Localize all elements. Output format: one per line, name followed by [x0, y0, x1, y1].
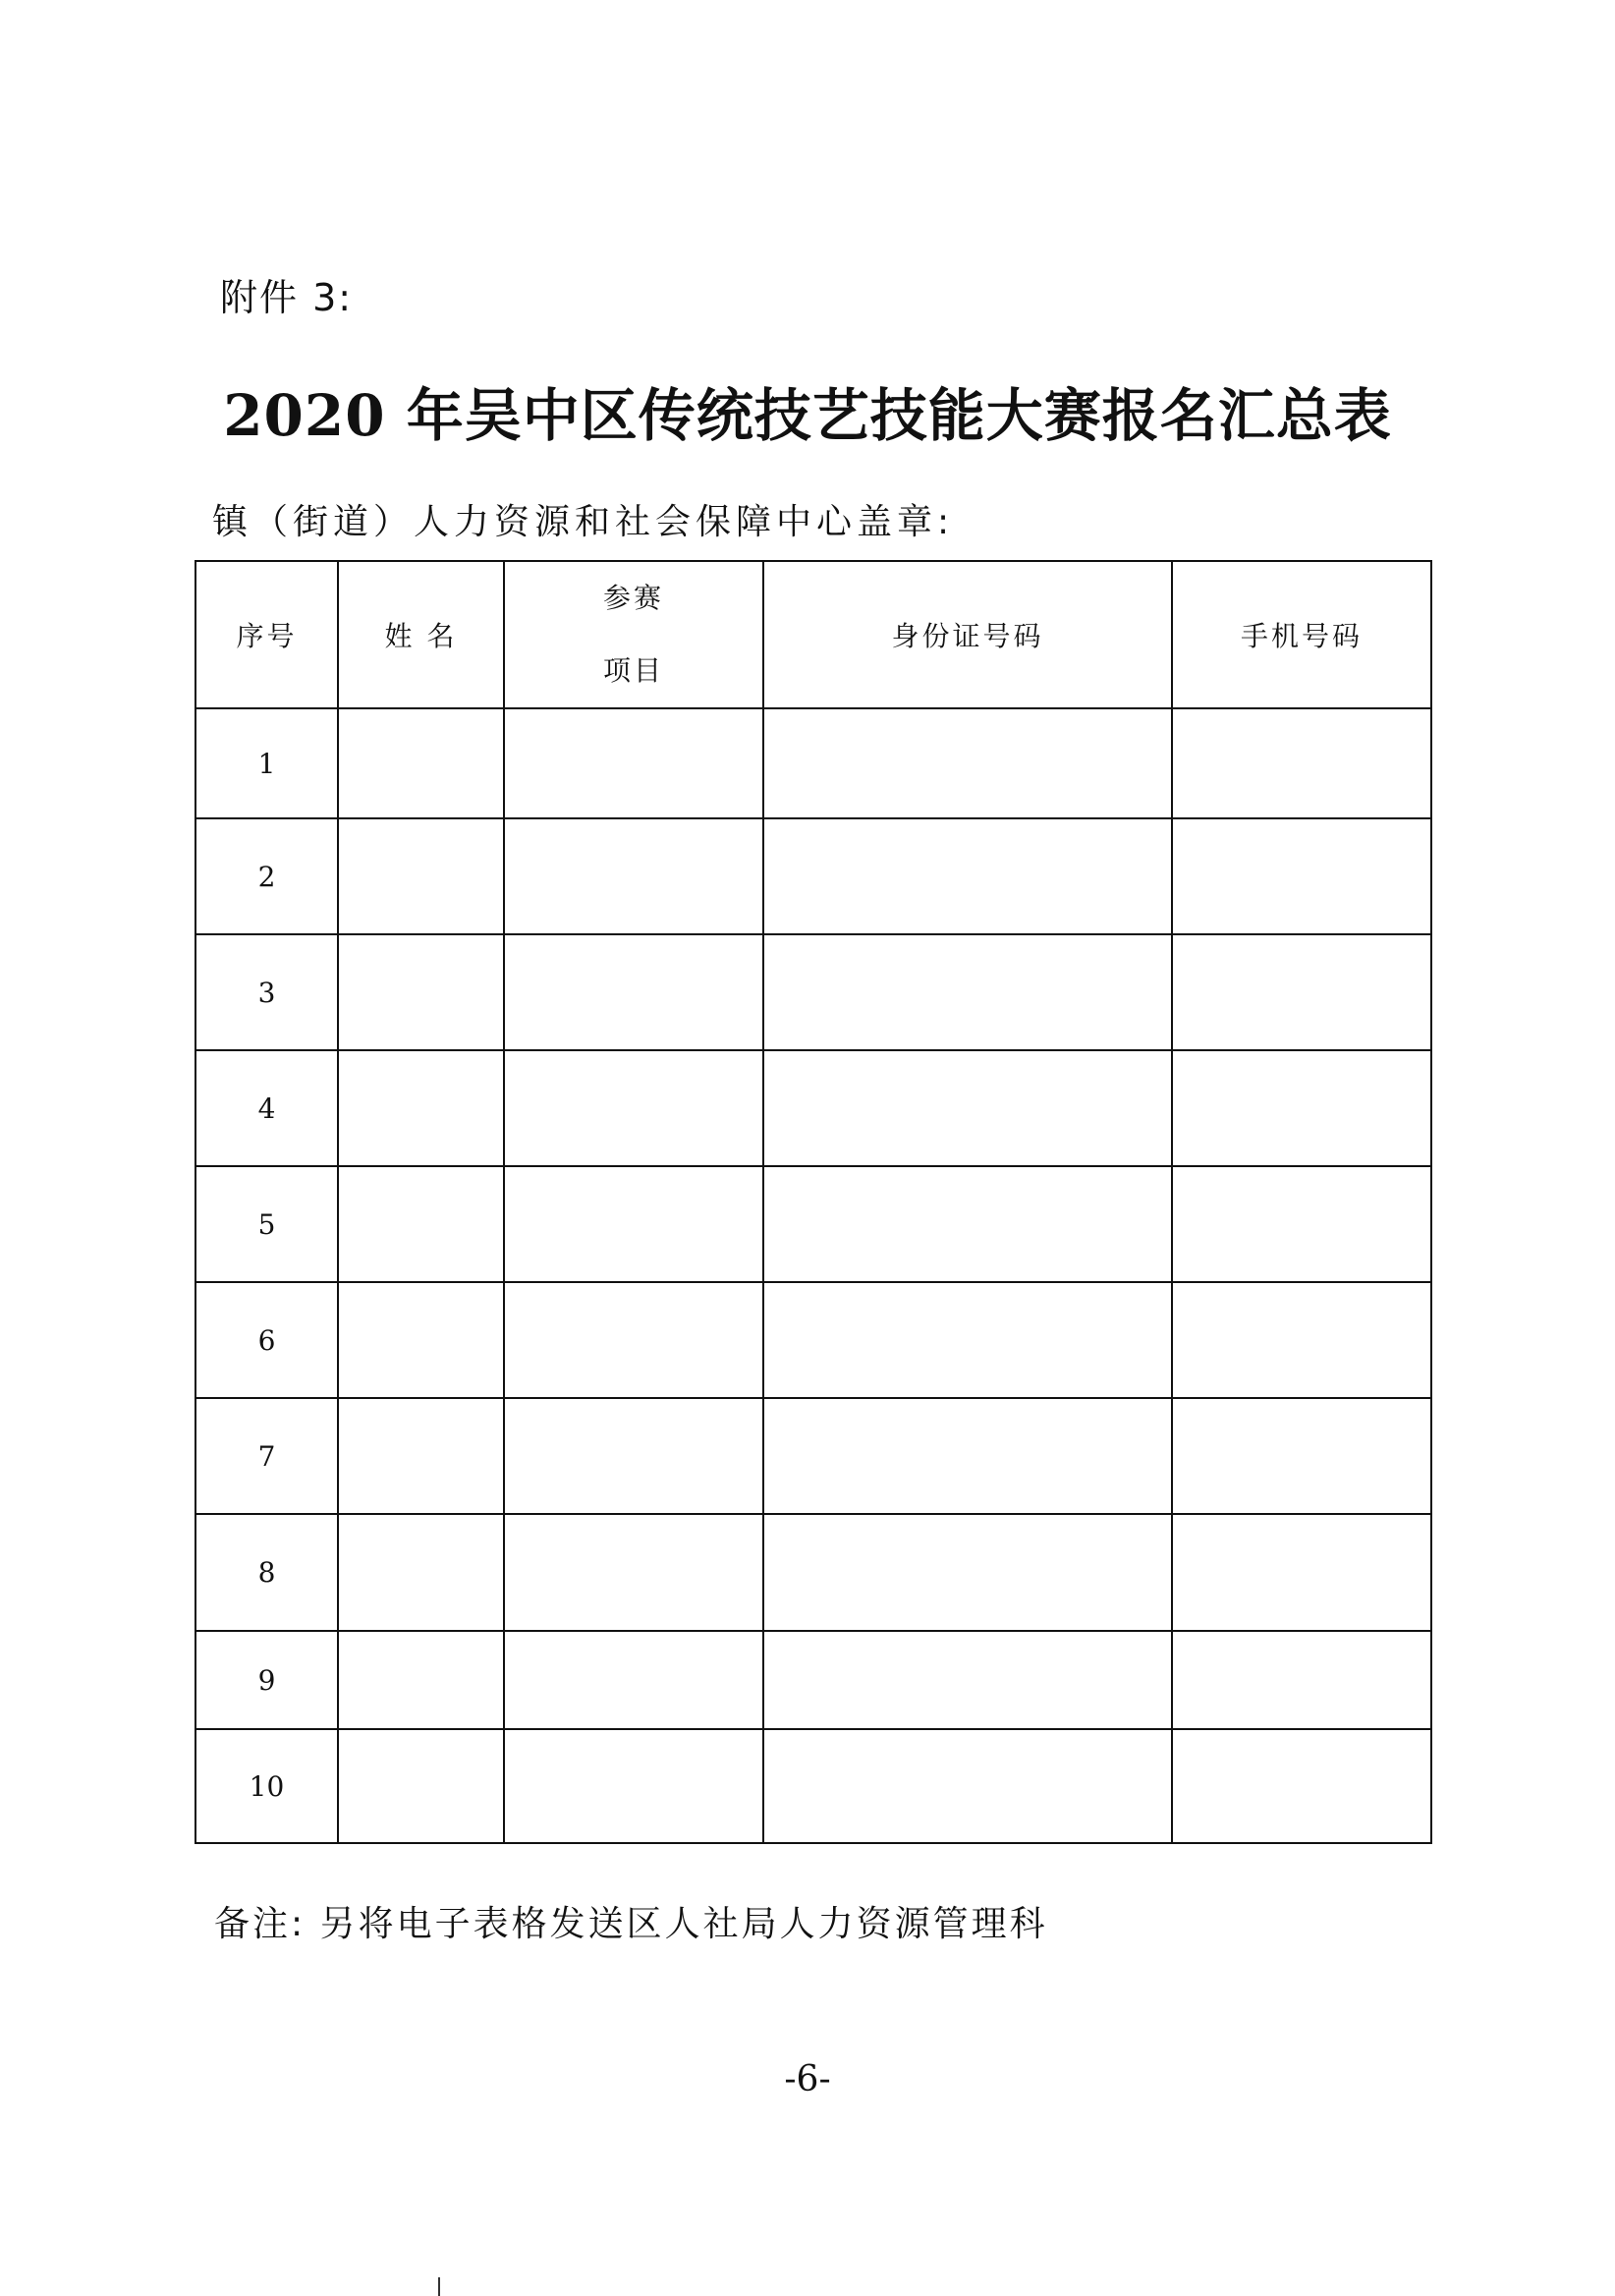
table-row [195, 1514, 1431, 1631]
page-number: -6- [784, 2059, 831, 2100]
name-cell[interactable] [338, 934, 504, 1050]
id-number-cell[interactable] [763, 1631, 1172, 1729]
phone-cell[interactable] [1172, 934, 1431, 1050]
table-row [195, 1729, 1431, 1843]
event-cell[interactable] [504, 818, 763, 934]
remark-note: 备注: 另将电子表格发送区人社局人力资源管理科 [214, 1904, 1048, 1944]
seq-cell: 7 [195, 1398, 338, 1514]
document-title: 2020 年吴中区传统技艺技能大赛报名汇总表 [223, 382, 1392, 449]
name-cell[interactable] [338, 1166, 504, 1282]
name-cell[interactable] [338, 1514, 504, 1631]
seq-cell: 1 [195, 708, 338, 818]
phone-cell[interactable] [1172, 818, 1431, 934]
table-header-row [195, 561, 1431, 708]
id-number-cell[interactable] [763, 1050, 1172, 1166]
name-cell[interactable] [338, 1282, 504, 1398]
event-cell[interactable] [504, 1398, 763, 1514]
stamp-line: 镇（街道）人力资源和社会保障中心盖章: [212, 502, 955, 542]
header-event-line2: 项目 [602, 654, 664, 687]
phone-cell[interactable] [1172, 1050, 1431, 1166]
phone-cell[interactable] [1172, 1514, 1431, 1631]
phone-cell[interactable] [1172, 1631, 1431, 1729]
name-cell[interactable] [338, 1631, 504, 1729]
id-number-cell[interactable] [763, 934, 1172, 1050]
seq-cell: 5 [195, 1166, 338, 1282]
name-cell[interactable] [338, 1050, 504, 1166]
table-row [195, 818, 1431, 934]
seq-cell: 4 [195, 1050, 338, 1166]
name-cell[interactable] [338, 1729, 504, 1843]
id-number-cell[interactable] [763, 1514, 1172, 1631]
table-row [195, 708, 1431, 818]
table-row [195, 1398, 1431, 1514]
id-number-cell[interactable] [763, 1282, 1172, 1398]
event-cell[interactable] [504, 1050, 763, 1166]
phone-cell[interactable] [1172, 1398, 1431, 1514]
seq-cell: 10 [195, 1729, 338, 1843]
event-cell[interactable] [504, 1729, 763, 1843]
event-cell[interactable] [504, 1631, 763, 1729]
event-cell[interactable] [504, 1166, 763, 1282]
id-number-cell[interactable] [763, 818, 1172, 934]
table-row [195, 1050, 1431, 1166]
phone-cell[interactable] [1172, 708, 1431, 818]
event-cell[interactable] [504, 934, 763, 1050]
seq-cell: 8 [195, 1514, 338, 1631]
header-phone: 手机号码 [1172, 561, 1431, 708]
phone-cell[interactable] [1172, 1166, 1431, 1282]
header-seq: 序号 [195, 561, 338, 708]
seq-cell: 6 [195, 1282, 338, 1398]
event-cell[interactable] [504, 708, 763, 818]
registration-summary-table [195, 560, 1432, 1844]
phone-cell[interactable] [1172, 1729, 1431, 1843]
id-number-cell[interactable] [763, 1729, 1172, 1843]
attachment-label: 附件 3: [220, 276, 354, 319]
event-cell[interactable] [504, 1514, 763, 1631]
header-id-number: 身份证号码 [763, 561, 1172, 708]
scan-artifact-mark [438, 2277, 440, 2296]
header-event-line1: 参赛 [602, 582, 664, 614]
header-event [504, 561, 763, 708]
table-row [195, 934, 1431, 1050]
name-cell[interactable] [338, 818, 504, 934]
table-row [195, 1166, 1431, 1282]
event-cell[interactable] [504, 1282, 763, 1398]
id-number-cell[interactable] [763, 708, 1172, 818]
id-number-cell[interactable] [763, 1166, 1172, 1282]
table-row [195, 1631, 1431, 1729]
header-name: 姓 名 [338, 561, 504, 708]
phone-cell[interactable] [1172, 1282, 1431, 1398]
seq-cell: 9 [195, 1631, 338, 1729]
id-number-cell[interactable] [763, 1398, 1172, 1514]
name-cell[interactable] [338, 708, 504, 818]
seq-cell: 2 [195, 818, 338, 934]
table-row [195, 1282, 1431, 1398]
seq-cell: 3 [195, 934, 338, 1050]
name-cell[interactable] [338, 1398, 504, 1514]
